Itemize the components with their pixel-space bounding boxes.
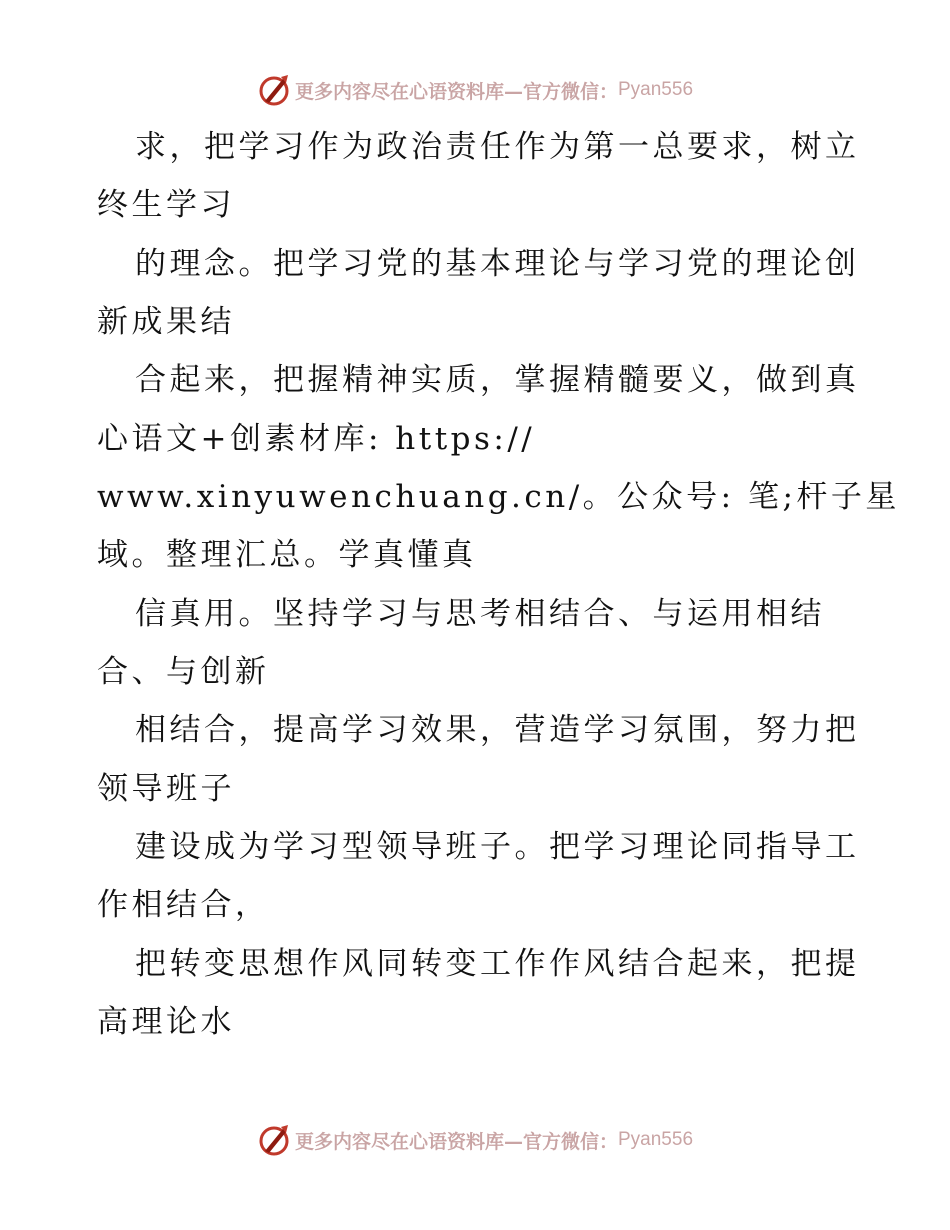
body-line: 建设成为学习型领导班子。把学习理论同指导工: [135, 829, 860, 865]
body-line: 把转变思想作风同转变工作作风结合起来，把提: [135, 946, 860, 982]
body-line: 信真用。坚持学习与思考相结合、与运用相结: [135, 596, 825, 632]
footer-banner: [0, 1120, 950, 1160]
body-line: www.xinyuwenchuang.cn/。公众号: 笔;杆子星: [97, 479, 900, 515]
body-line: 域。整理汇总。学真懂真: [97, 537, 477, 573]
body-line: 合起来，把握精神实质，掌握精髓要义，做到真: [135, 362, 860, 398]
body-line: 合、与创新: [97, 654, 270, 690]
body-line: 作相结合，: [97, 887, 270, 923]
body-line: 求，把学习作为政治责任作为第一总要求，树立: [135, 129, 860, 165]
body-line: 心语文+创素材库: https://: [97, 421, 536, 457]
header-banner: [0, 70, 950, 110]
banner-wechat-id: Pyan556: [618, 1129, 694, 1150]
body-line: 终生学习: [97, 187, 235, 223]
body-line: 相结合，提高学习效果，营造学习氛围，努力把: [135, 712, 860, 748]
quill-logo-icon: [257, 73, 291, 107]
quill-logo-icon: [257, 1123, 291, 1157]
banner-wechat-id: Pyan556: [618, 79, 694, 100]
body-line: 的理念。把学习党的基本理论与学习党的理论创: [135, 246, 860, 282]
body-line: 领导班子: [97, 771, 235, 807]
body-line: 新成果结: [97, 304, 235, 340]
banner-site-text: 更多内容尽在心语资料库—官方微信：: [294, 1130, 618, 1153]
banner-site-text: 更多内容尽在心语资料库—官方微信：: [294, 80, 618, 103]
body-line: 高理论水: [97, 1004, 235, 1040]
